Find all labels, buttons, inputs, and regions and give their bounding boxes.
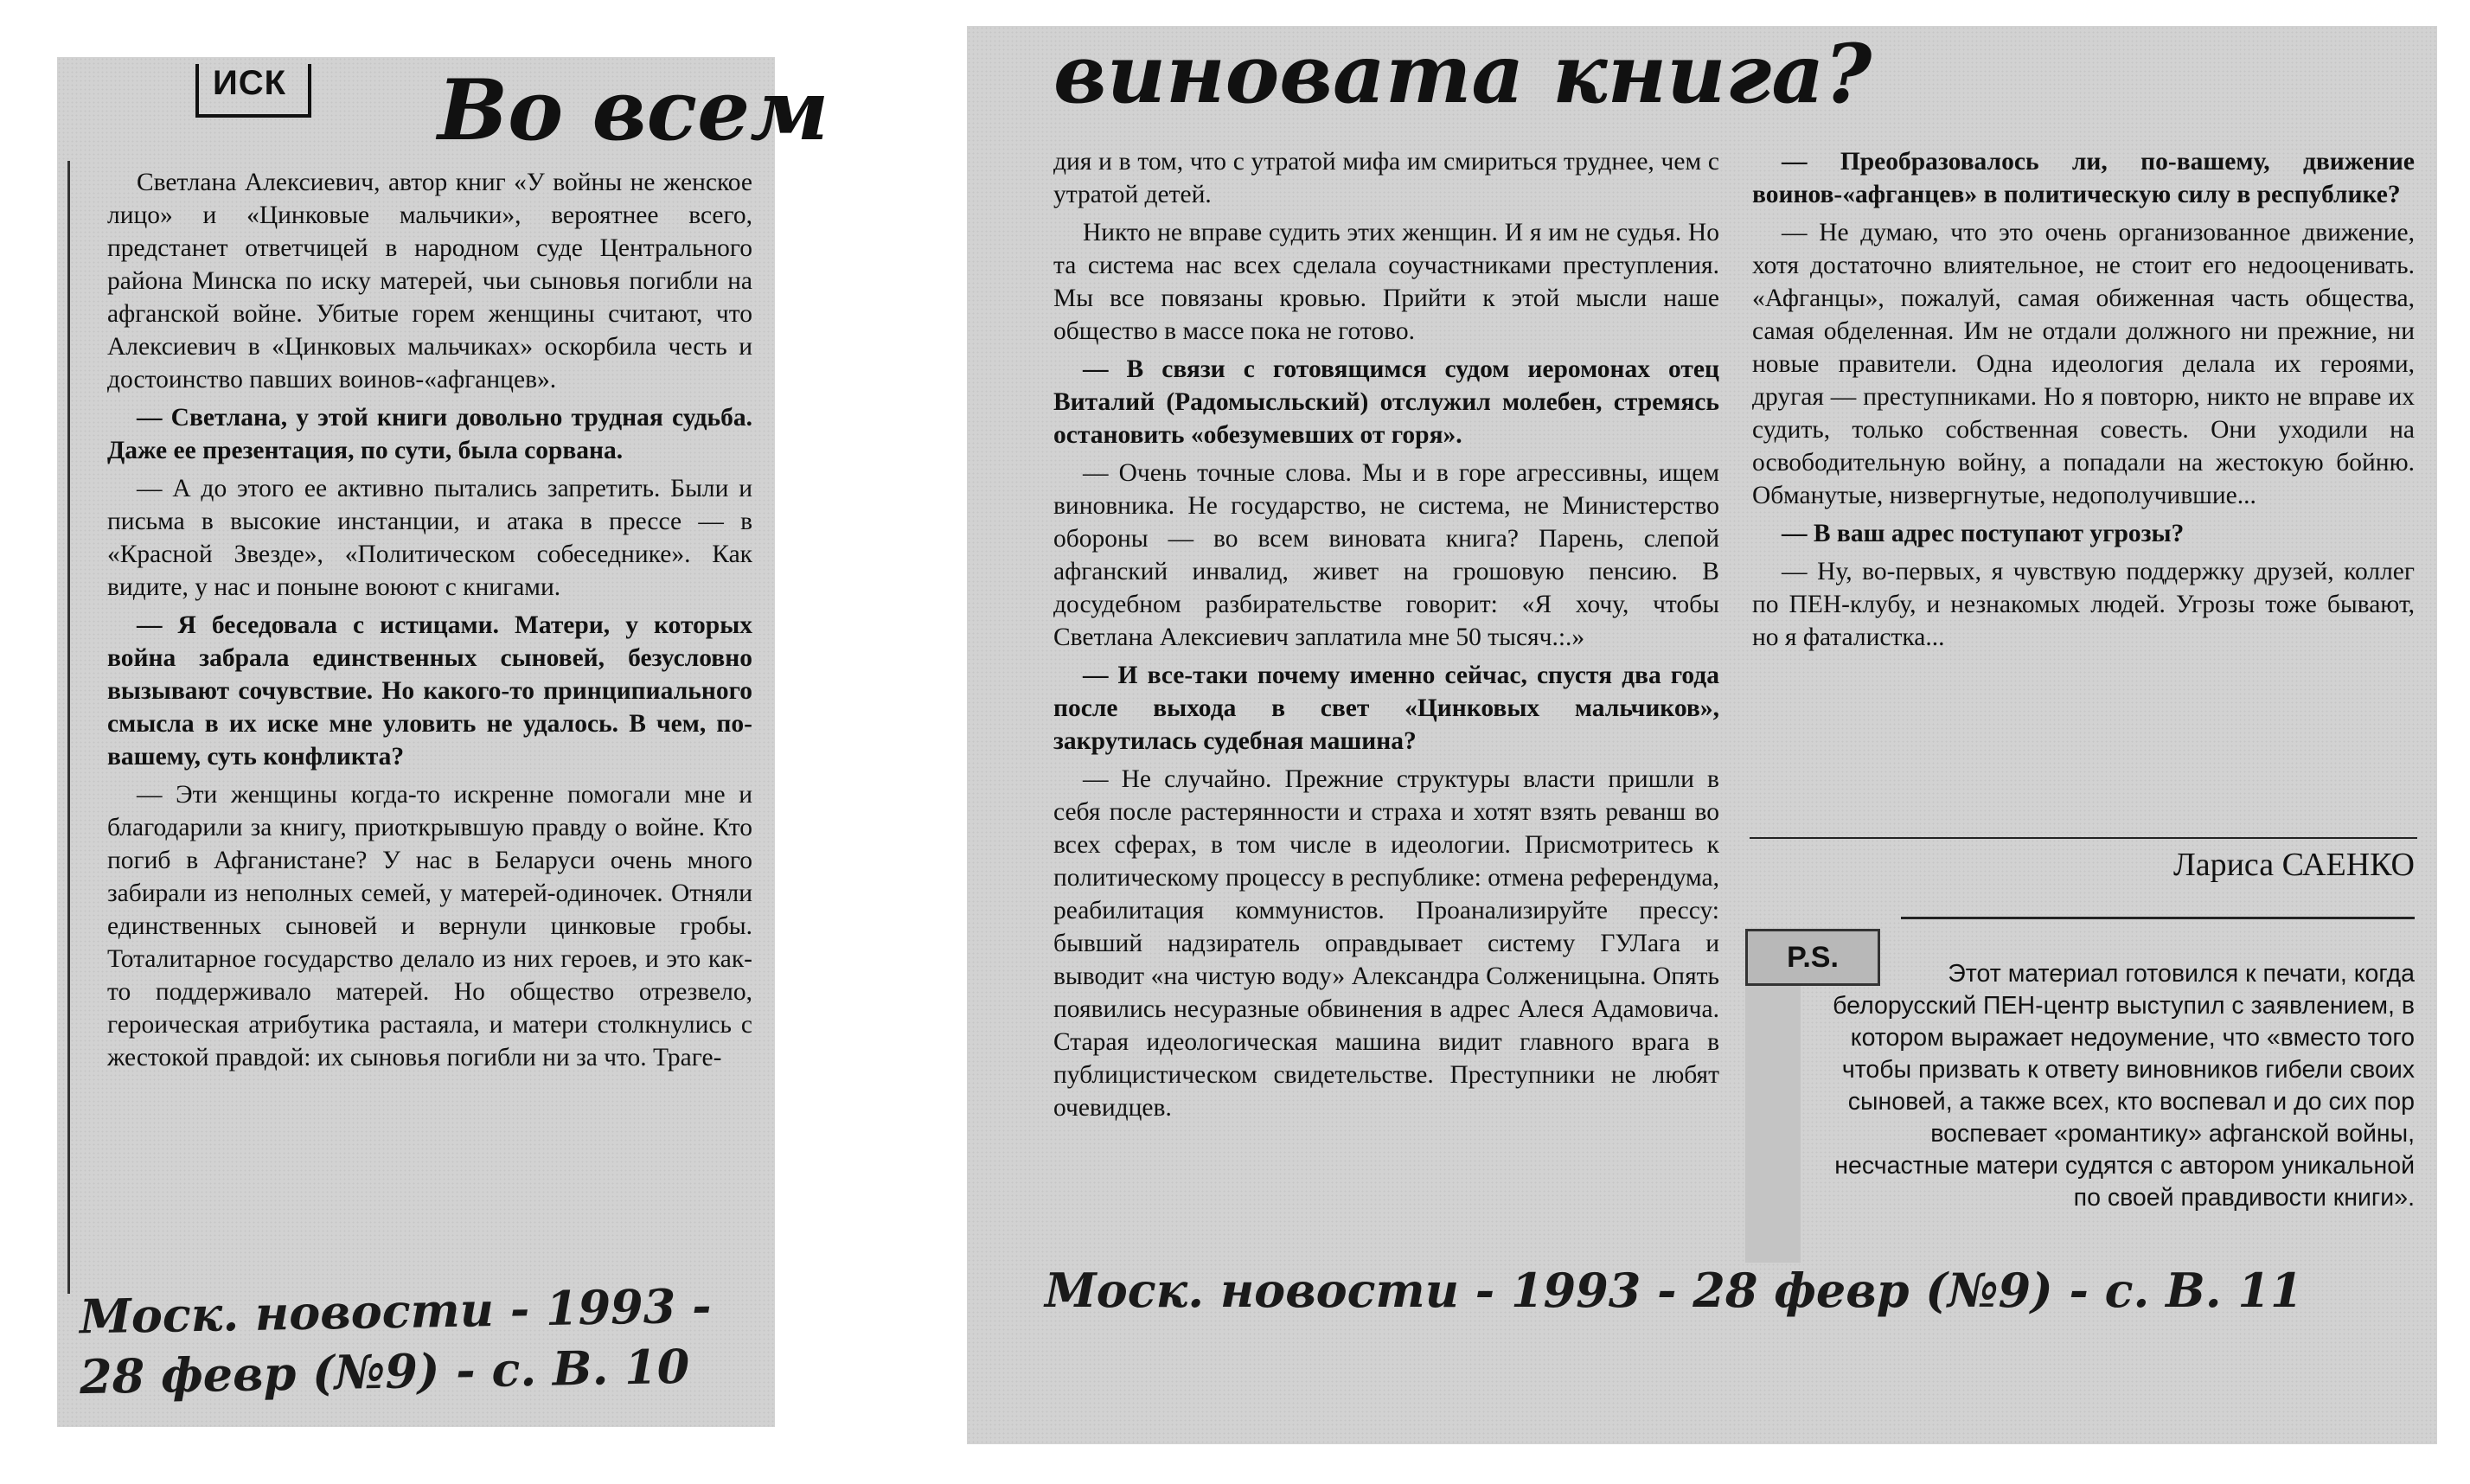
article-column-a — [107, 166, 752, 1079]
interview-question: — И все-таки почему именно сейчас, спустя два года после выхода в свет «Цинковых мальчиков», закрутилась судебная машина? — [1053, 662, 1719, 755]
article-paragraph: — Не случайно. Прежние структуры власти пришли в себя после растерянности и страха и хотят взять реванш во всех сферах, в том числе в идеологии. Присмотритесь к политическому процессу в республике: отмена референдума, реабилитация коммунистов. Проанализируйте прессу: бывший надзиратель оправдывает систему ГУЛага и выводит «на чистую воду» Александра Солженицына. Опять появились несуразные обвинения в адрес Алеся Адамовича. Старая идеологическая машина видит главного врага в публицистическом свидетельстве. Преступники не любят очевидцев. — [1053, 765, 1719, 1122]
column-divider — [67, 161, 70, 1294]
interview-question: — Светлана, у этой книги довольно трудная судьба. Даже ее презентация, по сути, была сорвана. — [107, 404, 752, 464]
left-clipping — [57, 57, 829, 1427]
article-column-c — [1752, 145, 2415, 659]
right-clipping — [967, 26, 2437, 1444]
interview-question: — В связи с готовящимся судом иеромонах отец Виталий (Радомысльский) отслужил молебен, стремясь остановить «обезумевших от горя». — [1053, 355, 1719, 449]
handwritten-source: Моск. новости - 1993 - 28 февр (№9) - с. В. 11 — [1045, 1263, 2303, 1318]
article-column-b — [1053, 145, 1719, 1129]
handwritten-source-line2: 28 февр (№9) - с. В. 10 — [79, 1338, 690, 1405]
headline-part1: Во всем — [438, 61, 829, 159]
article-paragraph: Светлана Алексиевич, автор книг «У войны не женское лицо» и «Цинковые мальчики», вероятнее всего, предстанет ответчицей в народном суде Центрального района Минска по иску матерей, чьи сыновья погибли на афганской войне. Убитые горем женщины считают, что Алексиевич в «Цинковых мальчиках» оскорбила честь и достоинство павших воинов-«афганцев». — [107, 169, 752, 393]
ps-rule — [1901, 917, 2415, 919]
interview-question: — Я беседовала с истицами. Матери, у которых война забрала единственных сыновей, безусловно вызывают сочувствие. Но какого-то принципиального смысла в их иске мне уловить не удалось. В чем, по-вашему, суть конфликта? — [107, 611, 752, 771]
interview-question: — Преобразовалось ли, по-вашему, движение воинов-«афганцев» в политическую силу в республике? — [1752, 148, 2415, 208]
ps-label: P.S. — [1745, 929, 1880, 986]
article-paragraph: — Эти женщины когда-то искренне помогали мне и благодарили за книгу, приоткрывшую правду о войне. Кто погиб в Афганистане? У нас в Беларуси очень много забирали из неполных семей, у матерей-одиночек. Отняли единственных сыновей и вернули цинковые гробы. Тоталитарное государство делало из них героев, и это как-то поддерживало матерей. Но общество отрезвело, героическая атрибутика растаяла, и матери столкнулись с жестокой правдой: их сыновья погибли ни за что. Траге- — [107, 781, 752, 1071]
interview-question: — В ваш адрес поступают угрозы? — [1782, 520, 2185, 547]
ps-text: Этот материал готовился к печати, когда белорусский ПЕН-центр выступил с заявлением, в котором выражает недоумение, что «вместо того чтобы призвать к ответу виновников гибели своих сыновей, а также всех, кто воспевал и до сих пор воспевает «романтику» афганской войны, несчастные матери судятся с автором уникальной по своей правдивости книги». — [1833, 960, 2415, 1212]
article-paragraph: — Ну, во-первых, я чувствую поддержку друзей, коллег по ПЕН-клубу, и незнакомых людей. Угрозы тоже бывают, но я фаталистка... — [1752, 558, 2415, 651]
article-paragraph: — Очень точные слова. Мы и в горе агрессивны, ищем виновника. Не государство, не система, не Министерство обороны — во всем виновата книга? Парень, слепой афганский инвалид, живет на грошовую пенсию. В досудебном разбирательстве говорит: «Я хочу, чтобы Светлана Алексиевич заплатила мне 50 тысяч.:.» — [1053, 459, 1719, 651]
headline-part2: виновата книга? — [1053, 27, 1872, 122]
article-paragraph: — Не думаю, что это очень организованное движение, хотя достаточно влиятельное, не стоит его недооценивать. «Афганцы», пожалуй, самая обиженная часть общества, самая обделенная. Им не отдали должного ни прежние, ни новые правители. Одна идеология делала их героями, другая — преступниками. Но я повторю, никто не вправе их судить, только собственная совесть. Они уходили на освободительную войну, а попадали на жестокую бойню. Обманутые, низвергнутые, недополучившие... — [1752, 219, 2415, 509]
article-paragraph: дия и в том, что с утратой мифа им смириться труднее, чем с утратой детей. — [1053, 148, 1719, 208]
ps-shade-bar — [1745, 986, 1801, 1263]
handwritten-source-line1: Моск. новости - 1993 - — [79, 1277, 712, 1345]
column-logo: ИСК — [213, 64, 287, 102]
signature-rule — [1750, 837, 2417, 839]
article-paragraph: — А до этого ее активно пытались запретить. Были и письма в высокие инстанции, и атака в прессе — в «Красной Звезде», «Политическом собеседнике». Как видите, у нас и поныне воюют с книгами. — [107, 475, 752, 601]
article-paragraph: Никто не вправе судить этих женщин. И я им не судья. Но та система нас всех сделала соучастниками преступления. Мы все повязаны кровью. Прийти к этой мысли наше общество в массе пока не готово. — [1053, 219, 1719, 345]
author-byline: Лариса САЕНКО — [2172, 847, 2415, 883]
